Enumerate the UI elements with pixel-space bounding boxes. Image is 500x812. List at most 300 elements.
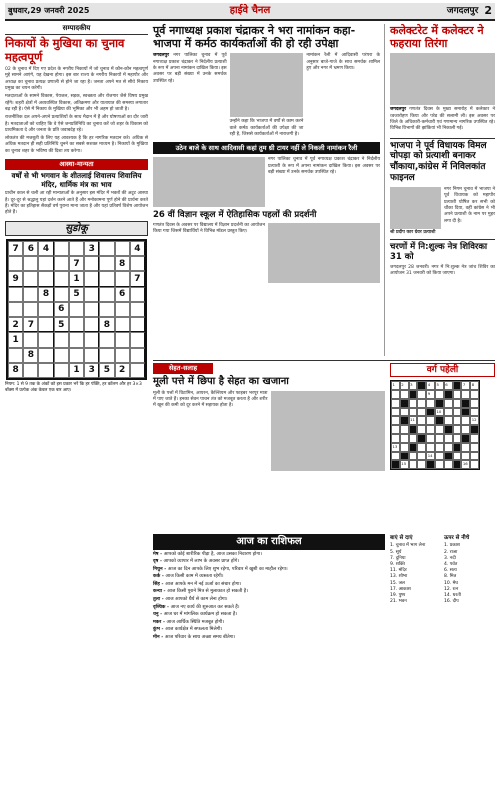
sudoku-cell	[23, 287, 38, 302]
crossword-cell: 1	[391, 381, 400, 390]
crossword-cell	[453, 399, 462, 408]
rashi-text: आज घर में मांगलिक कार्यक्रम हो सकता है।	[163, 612, 238, 618]
crossword-cell	[409, 408, 418, 417]
rashi-item	[153, 597, 385, 604]
sudoku-cell	[69, 348, 84, 363]
exhibition-photo	[268, 223, 380, 283]
sudoku-cell: 1	[69, 271, 84, 286]
crossword-block	[400, 452, 409, 461]
crossword-cell	[461, 425, 470, 434]
crossword-clue: 16. दीप	[444, 599, 459, 605]
rashi-sign: कर्क -	[153, 574, 166, 580]
sidebar-body: प्राचीन काल से चली आ रही मान्यताओं के अनुसार इस मंदिर में भक्तों की अटूट आस्था है। दूर-दूर से श्रद्धालु यहां दर्शन करने आते हैं और मनोकामना पूर्ण होने की प्रार्थना करते हैं। मंदिर का इतिहास सैकड़ों वर्ष पुराना माना जाता है और यहां प्रतिवर्ष विशेष आयोजन होते हैं।	[5, 191, 148, 216]
sudoku-cell	[69, 241, 84, 256]
crossword-block	[444, 452, 453, 461]
crossword-cell	[461, 416, 470, 425]
rashi-text: आज परिवार के साथ अच्छा समय बीतेगा।	[164, 634, 236, 640]
crossword-cell	[417, 390, 426, 399]
crossword-cell	[400, 408, 409, 417]
sudoku-cell	[38, 317, 53, 332]
crossword-cell	[417, 452, 426, 461]
rashi-item	[153, 559, 385, 566]
crossword-block	[409, 443, 418, 452]
sudoku-cell	[69, 332, 84, 347]
crossword-cell	[391, 408, 400, 417]
bottom-row	[153, 534, 495, 808]
sudoku-cell: 3	[84, 241, 99, 256]
crossword-wrap	[390, 380, 495, 470]
crossword-block	[426, 460, 435, 469]
sudoku-cell	[99, 332, 114, 347]
sudoku-cell	[23, 256, 38, 271]
rashi-item	[153, 574, 385, 581]
candidate-photo	[390, 187, 441, 229]
crossword-cell	[409, 460, 418, 469]
second-story	[153, 223, 380, 283]
sudoku-cell	[130, 348, 145, 363]
rashi-sign: मकर -	[153, 619, 167, 625]
crossword-block	[453, 460, 462, 469]
bjp-story	[390, 187, 495, 236]
crossword-clue: 8. मित्र	[444, 574, 457, 580]
rashi-text: आज आपके मन में नई ऊर्जा का संचार होगा।	[165, 581, 242, 587]
crossword-cell	[417, 425, 426, 434]
lead-col2: उन्होंने कहा कि भाजपा में वर्षों से काम करने वाले कर्मठ कार्यकर्ताओं की उपेक्षा की जा रही है, जिससे कार्यकर्ताओं में नाराजगी है।	[229, 119, 304, 138]
crossword-cell: 9	[426, 390, 435, 399]
sudoku-cell	[84, 317, 99, 332]
crossword-cell	[391, 416, 400, 425]
crossword-cell	[453, 434, 462, 443]
issue-date: बुधवार,29 जनवरी 2025	[8, 5, 90, 15]
rashi-sign: वृष -	[153, 559, 164, 565]
health-story	[153, 361, 385, 471]
crossword-cell	[435, 390, 444, 399]
sudoku-cell: 4	[130, 241, 145, 256]
lead-col1: नगर पालिका चुनाव में पूर्व नगाध्यक्ष प्रकाश चंद्राकर ने निर्दलीय प्रत्याशी के रूप में अपना नामांकन दाखिल किया। इस अवसर पर बड़ी संख्या में उनके समर्थक उपस्थित रहे।	[153, 53, 227, 84]
sudoku-cell	[84, 256, 99, 271]
rashi-item	[153, 567, 385, 574]
editorial-tag: सम्पादकीय	[5, 24, 148, 35]
crossword-cell: 8	[470, 381, 479, 390]
rashi-sign: सिंह -	[153, 581, 166, 587]
flag-hoisting-photo	[390, 53, 495, 105]
rashi-sign: तुला -	[153, 596, 166, 602]
sudoku-cell	[115, 348, 130, 363]
rashi-item	[153, 620, 385, 627]
sudoku-cell	[38, 271, 53, 286]
lead-story	[153, 24, 385, 356]
sudoku-cell: 2	[115, 363, 130, 378]
crossword-cell: 13	[391, 443, 400, 452]
crossword-block	[461, 399, 470, 408]
bjp-headline: भाजपा ने पूर्व विधायक विमल चोपड़ा को प्रत्याशी बनाकर चौंकाया,कांग्रेस में निविलकांत फाइनल	[390, 138, 495, 184]
crossword-cell	[461, 452, 470, 461]
clues-columns	[390, 534, 495, 605]
editorial-paragraph: राजनीतिक दल अपने-अपने प्रत्याशियों के साथ मैदान में हैं और घोषणाओं का दौर जारी है। मतदाताओं को चाहिए कि वे ऐसे जनप्रतिनिधि का चुनाव करें जो शहर के विकास को प्राथमिकता दे और जनता के प्रति जवाबदेह रहे।	[5, 115, 148, 133]
crossword-cell	[453, 452, 462, 461]
crossword-cell	[453, 416, 462, 425]
rashi-sign: मिथुन -	[153, 566, 168, 572]
crossword-block	[453, 443, 462, 452]
crossword-grid	[390, 380, 480, 470]
sudoku-title: सुडोकू	[5, 221, 148, 237]
sudoku-cell	[38, 256, 53, 271]
crossword-clue: 12. रत्न	[444, 586, 459, 592]
crossword-cell	[453, 408, 462, 417]
sudoku-cell	[115, 271, 130, 286]
crossword-cell: 10	[435, 408, 444, 417]
crossword-cell	[470, 408, 479, 417]
crossword-cell	[400, 443, 409, 452]
crossword-cell	[444, 460, 453, 469]
crossword-cell	[444, 399, 453, 408]
sudoku-cell	[130, 332, 145, 347]
crossword-block	[409, 425, 418, 434]
sudoku-cell	[69, 302, 84, 317]
sudoku-cell: 5	[69, 287, 84, 302]
rashi-text: आज कार्यक्षेत्र में सफलता मिलेगी।	[165, 627, 223, 633]
crossword-cell	[435, 443, 444, 452]
crossword-cell	[391, 434, 400, 443]
rashifal-title: आज का राशिफल	[153, 534, 385, 550]
sudoku-cell	[23, 271, 38, 286]
sudoku-cell	[23, 332, 38, 347]
crossword-cell	[400, 425, 409, 434]
crossword-cell	[391, 399, 400, 408]
lead-lower	[153, 157, 380, 207]
crossword-clue: 1. प्रकाश	[444, 543, 460, 549]
crossword-cell: 2	[400, 381, 409, 390]
down-clues	[444, 534, 495, 605]
sudoku-cell	[84, 348, 99, 363]
crossword-block	[453, 381, 462, 390]
sudoku-cell	[115, 241, 130, 256]
rashi-text: आज का दिन आपके लिए शुभ रहेगा, परिवार में खुशी का माहौल रहेगा।	[167, 566, 288, 572]
crossword-clue: 5. सूर्य	[390, 549, 402, 555]
sudoku-cell	[54, 271, 69, 286]
crossword-cell	[470, 390, 479, 399]
radish-photo	[271, 391, 386, 471]
crossword-cell: 11	[409, 416, 418, 425]
crossword-cell	[453, 390, 462, 399]
crossword-block	[417, 381, 426, 390]
crossword-cell	[417, 408, 426, 417]
lead-photo	[230, 53, 304, 117]
sudoku-cell: 2	[8, 317, 23, 332]
sidebar-tag: आस्था-मान्यता	[5, 159, 148, 170]
crossword-clue: 19. पुष्प	[390, 593, 406, 599]
rashi-item	[153, 635, 385, 642]
crossword-cell: 16	[461, 460, 470, 469]
editorial-title: निकायों के मुखिया का चुनाव महत्वपूर्ण	[5, 36, 125, 64]
sidebar-title: वर्षों से भी भगवान के शीतलाई शिवालय शिवालिय मंदिर, धार्मिक मंत्र का भाव	[11, 170, 142, 189]
crossword-cell	[461, 390, 470, 399]
crossword-cell	[453, 425, 462, 434]
crossword-clue: 9. शक्ति	[390, 562, 405, 568]
crossword-cell	[426, 399, 435, 408]
sudoku-cell	[8, 256, 23, 271]
crossword-block	[470, 425, 479, 434]
lead-text-col	[153, 53, 227, 138]
lead-byline: जगदलपुर	[153, 53, 170, 59]
rashi-sign: वृश्चिक -	[153, 604, 171, 610]
sudoku-cell	[99, 302, 114, 317]
lead-callout: उठेन बाजे के साथ आदिवासी कहां तुम थ्री टायर नहीं ले निकली नामांकन रैली	[153, 142, 380, 154]
crossword-cell: 14	[426, 452, 435, 461]
across-title: बाएं से दाएं	[390, 535, 413, 541]
sudoku-cell: 8	[8, 363, 23, 378]
crossword-clue: 21. भवन	[390, 599, 407, 605]
right-area	[153, 24, 495, 808]
sudoku-cell: 5	[99, 363, 114, 378]
crossword-block	[461, 408, 470, 417]
paper-name: हाईवे चैनल	[229, 5, 271, 17]
rashi-sign: कुंभ -	[153, 627, 166, 633]
crossword-block	[409, 390, 418, 399]
sudoku-cell	[38, 302, 53, 317]
second-headline: 26 वीं विज्ञान स्कूल में ऐतिहासिक पहलों की प्रदर्शनी	[153, 210, 317, 221]
crossword-clue: 7. दुनिया	[390, 555, 406, 561]
crossword-cell	[409, 434, 418, 443]
sudoku-cell: 7	[69, 256, 84, 271]
lead-columns	[153, 53, 380, 138]
sudoku-cell: 1	[8, 332, 23, 347]
health-tag: सेहत-सलाह	[153, 363, 213, 374]
sudoku-cell	[54, 348, 69, 363]
crossword-cell	[391, 390, 400, 399]
sudoku-cell	[54, 256, 69, 271]
sudoku-cell	[8, 348, 23, 363]
sudoku-cell	[8, 302, 23, 317]
bjp-byline: श्री प्रदीप कार ग्रेवर प्रत्याशी	[390, 229, 436, 235]
sudoku-cell	[130, 363, 145, 378]
sudoku-cell: 7	[130, 271, 145, 286]
crossword-cell	[426, 425, 435, 434]
rashi-sign: धनु -	[153, 612, 164, 618]
lead-headline: पूर्व नगाध्यक्ष प्रकाश चंद्राकर ने भरा नामांकन कहा- भाजपा में कर्मठ कार्यकर्ताओं की हो रही उपेक्षा	[153, 24, 356, 51]
crossword-cell	[444, 434, 453, 443]
crossword-block	[400, 399, 409, 408]
sudoku-cell: 3	[84, 363, 99, 378]
crossword-block	[435, 416, 444, 425]
sudoku-cell	[38, 363, 53, 378]
crossword-clue: 6. सत्य	[444, 568, 457, 574]
rashi-item	[153, 589, 385, 596]
sudoku-cell	[115, 332, 130, 347]
mid-row	[153, 360, 495, 530]
bjp-photo-col	[390, 187, 441, 236]
sudoku-cell	[84, 271, 99, 286]
sudoku-grid	[6, 239, 147, 380]
rashi-text: आज किसी काम में व्यस्तता रहेगी।	[165, 574, 224, 580]
crossword-cell	[444, 416, 453, 425]
rashi-sign: मीन -	[153, 634, 165, 640]
crossword-block	[391, 460, 400, 469]
sudoku-cell	[54, 363, 69, 378]
sudoku-cell	[99, 271, 114, 286]
rashi-text: आज आर्थिक स्थिति मजबूत होगी।	[166, 619, 225, 625]
crossword-cell	[470, 452, 479, 461]
short-news-text: जगदलपुर 28 जनवरी। नगर में नि:शुल्क नेत्र जांच शिविर का आयोजन 31 जनवरी को किया जाएगा।	[390, 264, 495, 276]
rashi-item	[153, 612, 385, 619]
top-row	[153, 24, 495, 356]
rashi-item	[153, 627, 385, 634]
crossword-cell	[391, 425, 400, 434]
editorial-body	[5, 67, 148, 155]
crossword-clue: 1. चुनाव में भाग लेना	[390, 543, 426, 549]
second-text: गणतंत्र दिवस के अवसर पर विद्यालय में विज्ञान प्रदर्शनी का आयोजन किया गया जिसमें विद्यार्थियों ने विभिन्न मॉडल प्रस्तुत किए।	[153, 222, 265, 234]
crossword-clue: 15. जल	[390, 580, 405, 586]
crossword-cell	[461, 443, 470, 452]
crossword-cell: 3	[409, 381, 418, 390]
sudoku-cell: 6	[115, 287, 130, 302]
crossword-cell	[435, 452, 444, 461]
sudoku-cell	[115, 317, 130, 332]
crossword-section	[390, 363, 495, 470]
lead-photo-col	[230, 53, 304, 138]
sudoku-cell	[99, 241, 114, 256]
masthead	[5, 3, 495, 21]
sudoku-cell	[99, 256, 114, 271]
crossword-clue: 11. मंदिर	[390, 568, 407, 574]
crossword-cell	[417, 399, 426, 408]
rashi-text: आज किसी पुराने मित्र से मुलाकात हो सकती है।	[167, 589, 248, 595]
lead-col3: नामांकन रैली में आदिवासी परंपरा के अनुसार बाजे-गाजे के साथ समर्थक शामिल हुए और नगर में भ्रमण किया।	[306, 53, 380, 72]
crossword-cell	[444, 443, 453, 452]
crossword-cell: 15	[400, 460, 409, 469]
crossword-clue: 14. धरती	[444, 593, 461, 599]
collector-headline: कलेक्टरेट में कलेक्टर ने फहराया तिरंगा	[390, 24, 484, 51]
sudoku-cell	[84, 332, 99, 347]
crossword-block	[417, 434, 426, 443]
crossword-cell	[435, 425, 444, 434]
crossword-clue: 4. पर्वत	[444, 562, 458, 568]
bjp-text: नगर निगम चुनाव में भाजपा ने पूर्व विधायक को महापौर प्रत्याशी घोषित कर सभी को चौंका दिया, वहीं कांग्रेस ने भी अपने प्रत्याशी के नाम पर मुहर लगा दी है।	[444, 186, 495, 224]
crossword-cell	[409, 399, 418, 408]
crossword-cell	[400, 434, 409, 443]
sudoku-cell	[130, 317, 145, 332]
sudoku-cell	[38, 332, 53, 347]
crossword-block	[400, 416, 409, 425]
lead-lower-text: नगर पालिका चुनाव में पूर्व नगाध्यक्ष प्रकाश चंद्राकर ने निर्दलीय प्रत्याशी के रूप में अपना नामांकन दाखिल किया। इस अवसर पर बड़ी संख्या में उनके समर्थक उपस्थित रहे।	[268, 157, 380, 176]
rashi-text: आज आपको धैर्य से काम लेना होगा।	[165, 596, 228, 602]
editorial-paragraph: मतदाताओं के सामने विकास, पेयजल, सड़क, स्वच्छता और रोजगार जैसे विषय प्रमुख रहेंगे। शहरी क्षेत्रों में अव्यवस्थित विकास, अतिक्रमण और यातायात की समस्या लगातार बढ़ रही है। ऐसे में निकाय के मुखिया की भूमिका और भी अहम हो जाती है।	[5, 94, 148, 112]
health-body	[153, 391, 385, 471]
short-news-headline: चरणों में नि:शुल्क नेत्र शिविरका 31 को	[390, 239, 495, 262]
sudoku-cell: 1	[69, 363, 84, 378]
sudoku-cell	[69, 317, 84, 332]
sudoku-cell: 8	[99, 317, 114, 332]
crossword-cell	[417, 416, 426, 425]
collector-byline: जगदलपुर	[390, 107, 407, 113]
sudoku-cell: 7	[8, 241, 23, 256]
crossword-cell	[391, 452, 400, 461]
down-list	[444, 543, 495, 605]
crossword-block	[435, 399, 444, 408]
crossword-cell: 6	[444, 381, 453, 390]
down-title: ऊपर से नीचे	[444, 535, 470, 541]
rashi-text: आपको व्यापार में लाभ के अवसर प्राप्त होंगे।	[163, 559, 240, 565]
sudoku-cell: 4	[38, 241, 53, 256]
crossword-clue: 2. राजा	[444, 549, 458, 555]
editorial-paragraph: लोकतंत्र की मजबूती के लिए यह आवश्यक है कि हर नागरिक मतदान करे। अधिक से अधिक मतदान ही सही प्रतिनिधि चुनने का सबसे सशक्त माध्यम है। निकायों के मुखिया का चुनाव शहर के भविष्य की दिशा तय करेगा।	[5, 136, 148, 154]
across-list	[390, 543, 441, 605]
sudoku-cell: 6	[23, 241, 38, 256]
rashifal-list	[153, 552, 385, 642]
rashi-sign: कन्या -	[153, 589, 168, 595]
crossword-cell	[470, 434, 479, 443]
crossword-block	[461, 434, 470, 443]
crossword-clue: 10. मेघ	[444, 580, 458, 586]
crossword-block	[444, 390, 453, 399]
collector-story	[390, 24, 495, 356]
sudoku-cell	[8, 287, 23, 302]
sudoku-cell	[99, 287, 114, 302]
health-text: मूली के पत्तों में विटामिन, आयरन, कैल्शियम और फाइबर भरपूर मात्रा में पाए जाते हैं। इनका सेवन पाचन तंत्र को मजबूत करता है और शरीर में खून की कमी को दूर करने में सहायक होता है।	[153, 390, 268, 409]
rashi-text: आपको कोई शारीरिक पीड़ा है, आज उसका निवारण होगा।	[163, 551, 262, 557]
rashi-item	[153, 582, 385, 589]
editorial-paragraph: 02 के चुनाव में दिए गए प्रदेश के नगरीय निकायों में जो चुनाव में कौन-कौन महत्वपूर्ण मुद्दे सामने आएंगे, यह देखना होगा। इस बार राज्य के नगरीय निकायों में महापौर और अध्यक्ष का चुनाव प्रत्यक्ष प्रणाली से होने जा रहा है। जनता अपने मत से सीधे निकाय प्रमुख का चयन करेगी।	[5, 66, 148, 91]
crossword-cell: 12	[470, 416, 479, 425]
rashi-text: आज नए कार्य की शुरुआत कर सकते हैं।	[170, 604, 240, 610]
sudoku-cell	[54, 241, 69, 256]
crossword-cell	[426, 434, 435, 443]
city-name: जगदलपुर	[446, 5, 479, 16]
crossword-cell	[435, 460, 444, 469]
crossword-cell: 4	[426, 381, 435, 390]
collector-text: गणतंत्र दिवस के मुख्य समारोह में कलेक्टर ने ध्वजारोहण किया और परेड की सलामी ली। इस अवसर पर जिले के अधिकारी-कर्मचारी एवं गणमान्य नागरिक उपस्थित रहे। विभिन्न विभागों की झांकियां भी निकाली गईं।	[390, 107, 495, 132]
rashi-item	[153, 605, 385, 612]
crossword-cell	[470, 443, 479, 452]
crossword-cell	[435, 434, 444, 443]
crossword-clue: 13. शोभा	[390, 574, 408, 580]
crossword-title: वर्ग पहेली	[390, 363, 495, 377]
rashi-item	[153, 552, 385, 559]
sudoku-cell: 6	[54, 302, 69, 317]
rally-photo	[153, 157, 265, 207]
across-clues	[390, 534, 441, 605]
sudoku-cell	[54, 332, 69, 347]
sudoku-cell	[84, 302, 99, 317]
crossword-block	[444, 425, 453, 434]
sudoku-cell	[54, 287, 69, 302]
crossword-block	[426, 408, 435, 417]
page-columns	[5, 24, 495, 808]
rashi-sign: मेष -	[153, 551, 164, 557]
rashifal-section	[153, 534, 385, 642]
sudoku-cell	[130, 287, 145, 302]
sudoku-cell	[38, 348, 53, 363]
crossword-cell	[426, 443, 435, 452]
sudoku-cell: 8	[23, 348, 38, 363]
sudoku-cell	[99, 348, 114, 363]
sudoku-cell	[130, 302, 145, 317]
sudoku-cell: 8	[115, 256, 130, 271]
sudoku-cell: 5	[54, 317, 69, 332]
sudoku-cell	[115, 302, 130, 317]
masthead-right	[375, 3, 495, 19]
crossword-clue: 17. आकाश	[390, 586, 411, 592]
sudoku-cell	[130, 256, 145, 271]
crossword-cell: 5	[435, 381, 444, 390]
crossword-cell	[409, 452, 418, 461]
crossword-cell	[417, 460, 426, 469]
crossword-cell	[426, 416, 435, 425]
sudoku-cell: 7	[23, 317, 38, 332]
sudoku-cell: 8	[38, 287, 53, 302]
sudoku-cell	[23, 363, 38, 378]
sudoku-cell	[84, 287, 99, 302]
